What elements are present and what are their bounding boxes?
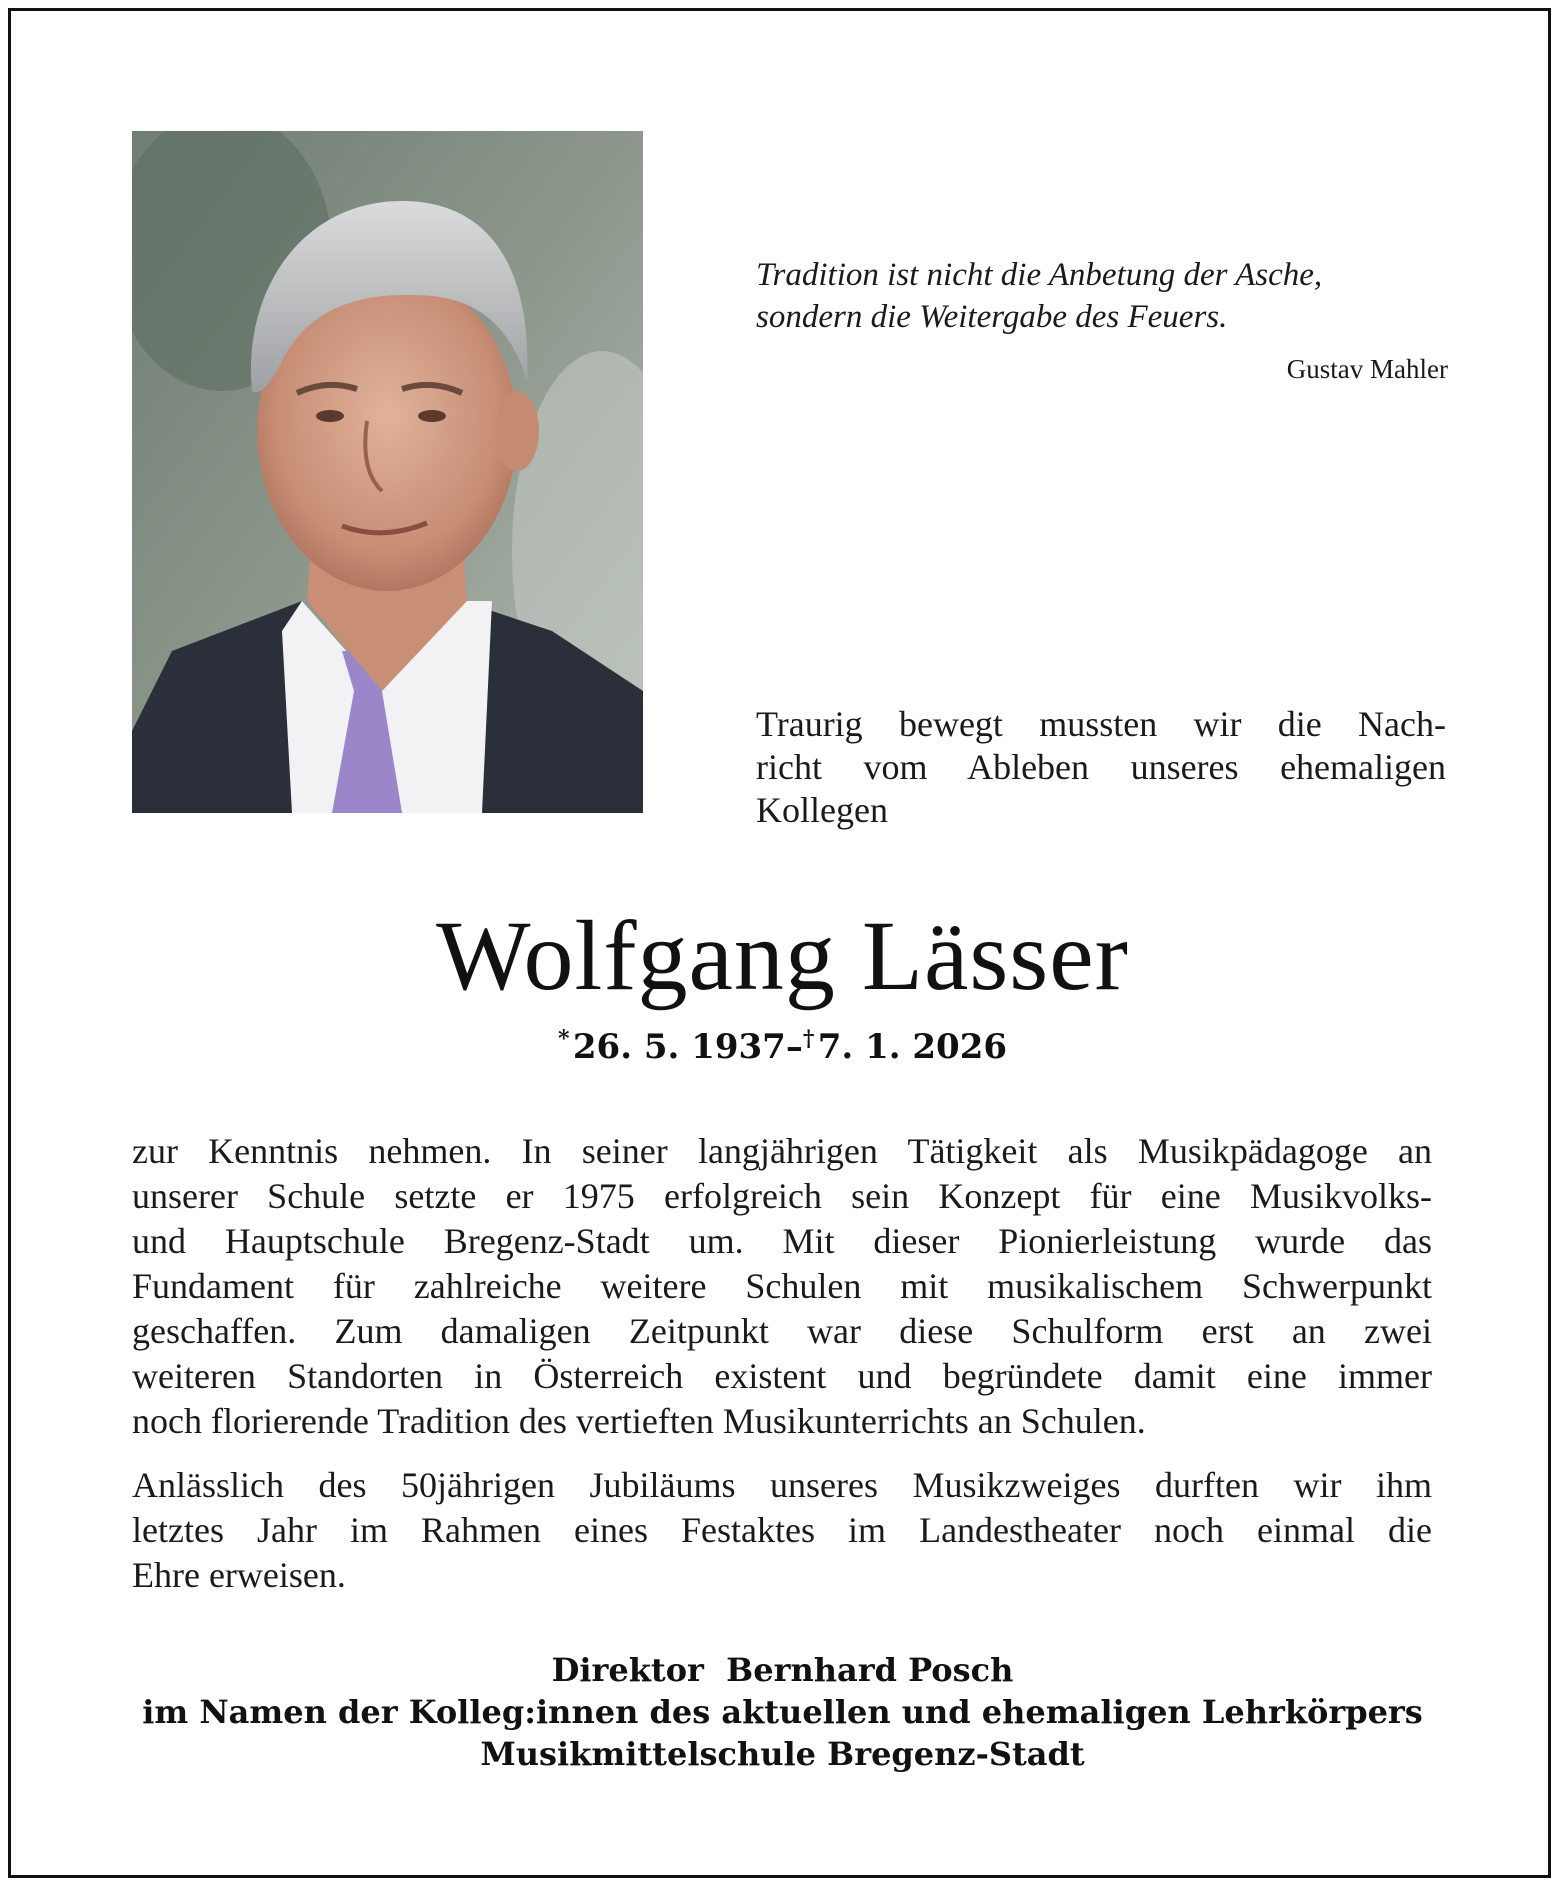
body-line: unserer Schule setzte er 1975 erfolgreich sein Konzept für eine Musikvolks- bbox=[132, 1176, 1432, 1216]
birth-symbol: * bbox=[557, 1026, 570, 1052]
body-line: Anlässlich des 50jährigen Jubiläums unseres Musikzweiges durften wir ihm bbox=[132, 1465, 1432, 1505]
quote-author: Gustav Mahler bbox=[1286, 354, 1448, 384]
date-separator: – bbox=[785, 1027, 803, 1067]
life-dates bbox=[11, 1026, 1551, 1067]
body-line: noch florierende Tradition des vertieften Musikunterrichts an Schulen. bbox=[132, 1401, 1146, 1441]
obituary-frame bbox=[8, 8, 1551, 1878]
intro-line: Kollegen bbox=[756, 790, 888, 830]
body-line: zur Kenntnis nehmen. In seiner langjährigen Tätigkeit als Musikpädagoge an bbox=[132, 1131, 1432, 1171]
deceased-name: Wolfgang Lässer bbox=[436, 900, 1129, 1011]
portrait-photo bbox=[132, 131, 643, 813]
birth-date: 26. 5. 1937 bbox=[572, 1027, 786, 1067]
signature-block bbox=[11, 1649, 1551, 1775]
intro-text bbox=[756, 703, 1446, 832]
quote-line: sondern die Weitergabe des Feuers. bbox=[756, 299, 1228, 335]
body-line: letztes Jahr im Rahmen eines Festaktes im Landestheater noch einmal die bbox=[132, 1510, 1432, 1550]
body-line: Fundament für zahlreiche weitere Schulen mit musikalischem Schwerpunkt bbox=[132, 1266, 1432, 1306]
body-line: und Hauptschule Bregenz-Stadt um. Mit dieser Pionierleistung wurde das bbox=[132, 1221, 1432, 1261]
death-symbol: † bbox=[802, 1026, 815, 1052]
signature-school: Musikmittelschule Bregenz-Stadt bbox=[480, 1735, 1085, 1773]
intro-line: Traurig bewegt mussten wir die Nach- bbox=[756, 704, 1446, 744]
signature-colleagues: im Namen der Kolleg:innen des aktuellen und ehemaligen Lehrkörpers bbox=[142, 1693, 1423, 1731]
body-paragraph-1 bbox=[132, 1129, 1432, 1444]
death-date: 7. 1. 2026 bbox=[817, 1027, 1008, 1067]
signature-director: Direktor Bernhard Posch bbox=[551, 1651, 1014, 1689]
body-line: Ehre erweisen. bbox=[132, 1555, 346, 1595]
portrait-illustration bbox=[132, 131, 643, 813]
intro-line: richt vom Ableben unseres ehemaligen bbox=[756, 747, 1446, 787]
quote-line: Tradition ist nicht die Anbetung der Asche, bbox=[756, 257, 1323, 293]
body-line: weiteren Standorten in Österreich existent und begründete damit eine immer bbox=[132, 1356, 1432, 1396]
body-paragraph-2 bbox=[132, 1463, 1432, 1598]
quote-text bbox=[756, 254, 1456, 338]
body-line: geschaffen. Zum damaligen Zeitpunkt war diese Schulform erst an zwei bbox=[132, 1311, 1432, 1351]
